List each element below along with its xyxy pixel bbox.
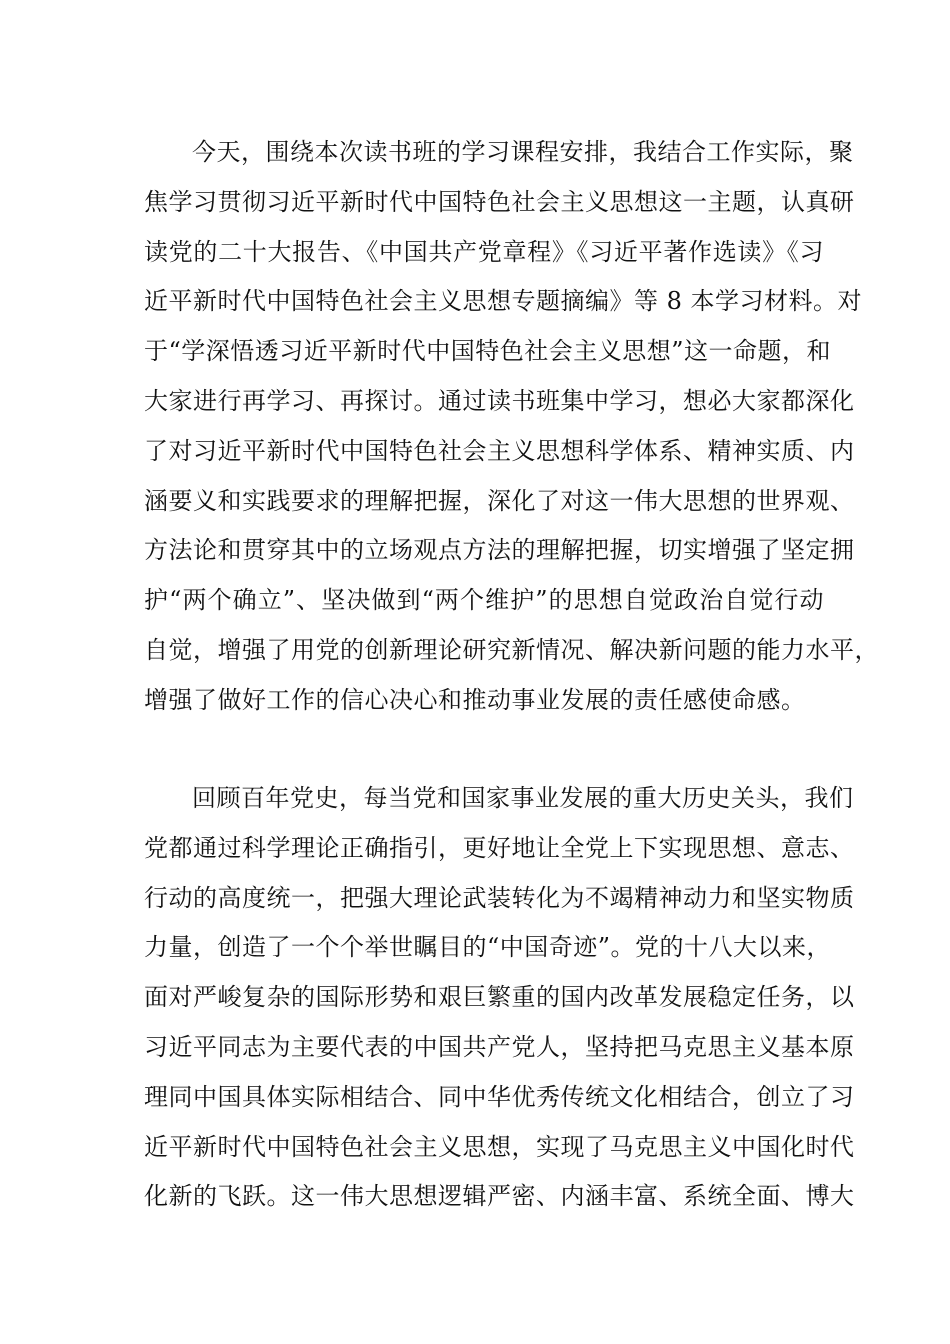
paragraph-line: 近平新时代中国特色社会主义思想，实现了马克思主义中国化时代: [144, 1132, 855, 1161]
paragraph-1: [144, 128, 879, 726]
paragraph-line: 涵要义和实践要求的理解把握，深化了对这一伟大思想的世界观、: [144, 486, 855, 515]
paragraph-line: 读党的二十大报告、《中国共产党章程》《习近平著作选读》《习: [144, 237, 824, 266]
paragraph-line: 增强了做好工作的信心决心和推动事业发展的责任感使命感。: [144, 685, 806, 714]
paragraph-line: 方法论和贯穿其中的立场观点方法的理解把握，切实增强了坚定拥: [144, 536, 855, 565]
paragraph-line: 党都通过科学理论正确指引，更好地让全党上下实现思想、意志、: [144, 833, 855, 862]
paragraph-line: 自觉，增强了用党的创新理论研究新情况、解决新问题的能力水平，: [144, 635, 879, 664]
paragraph-2: [144, 774, 855, 1222]
paragraph-line: 近平新时代中国特色社会主义思想专题摘编》等 8 本学习材料。对: [144, 287, 863, 316]
paragraph-line: 面对严峻复杂的国际形势和艰巨繁重的国内改革发展稳定任务，以: [144, 983, 855, 1012]
paragraph-line: 焦学习贯彻习近平新时代中国特色社会主义思想这一主题，认真研: [144, 187, 855, 216]
paragraph-line: 习近平同志为主要代表的中国共产党人，坚持把马克思主义基本原: [144, 1032, 855, 1061]
paragraph-line: 了对习近平新时代中国特色社会主义思想科学体系、精神实质、内: [144, 436, 855, 465]
paragraph-line: 今天，围绕本次读书班的学习课程安排，我结合工作实际，聚: [192, 138, 854, 166]
paragraph-line: 力量，创造了一个个举世瞩目的“中国奇迹”。党的十八大以来，: [144, 933, 832, 962]
paragraph-line: 护“两个确立”、坚决做到“两个维护”的思想自觉政治自觉行动: [144, 586, 824, 615]
paragraph-line: 于“学深悟透习近平新时代中国特色社会主义思想”这一命题，和: [144, 337, 832, 366]
paragraph-line: 回顾百年党史，每当党和国家事业发展的重大历史关头，我们: [192, 784, 854, 812]
paragraph-line: 理同中国具体实际相结合、同中华优秀传统文化相结合，创立了习: [144, 1082, 855, 1111]
paragraph-line: 行动的高度统一，把强大理论武装转化为不竭精神动力和坚实物质: [144, 883, 855, 912]
paragraph-line: 大家进行再学习、再探讨。通过读书班集中学习，想必大家都深化: [144, 386, 855, 415]
paragraph-line: 化新的飞跃。这一伟大思想逻辑严密、内涵丰富、系统全面、博大: [144, 1182, 855, 1211]
